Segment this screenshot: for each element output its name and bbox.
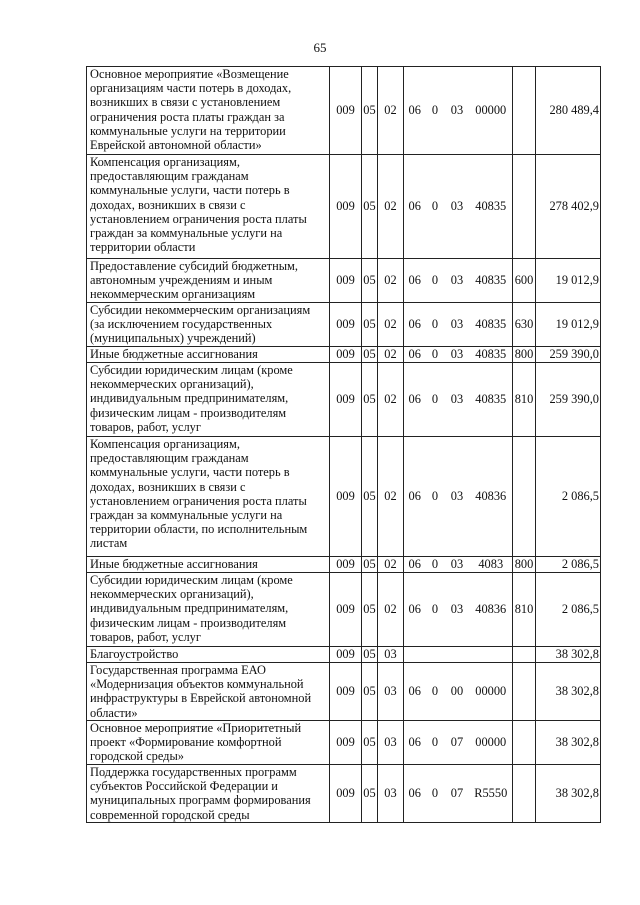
code-ministry: 009: [330, 363, 362, 437]
code-subprogram: 0: [426, 557, 445, 573]
code-expense-type: [513, 721, 536, 765]
code-event: [445, 647, 470, 663]
amount: 38 302,8: [536, 721, 601, 765]
code-ministry: 009: [330, 347, 362, 363]
code-direction: R5550: [470, 765, 513, 823]
code-section: 05: [362, 155, 378, 259]
code-ministry: 009: [330, 259, 362, 303]
code-subprogram: [426, 647, 445, 663]
amount: 2 086,5: [536, 573, 601, 647]
code-program: 06: [404, 259, 426, 303]
code-program: [404, 647, 426, 663]
code-event: 00: [445, 663, 470, 721]
code-event: 07: [445, 721, 470, 765]
amount: 259 390,0: [536, 347, 601, 363]
code-program: 06: [404, 765, 426, 823]
code-direction: 40835: [470, 155, 513, 259]
code-event: 03: [445, 557, 470, 573]
code-subprogram: 0: [426, 437, 445, 557]
row-name: Иные бюджетные ассигнования: [87, 347, 330, 363]
code-event: 03: [445, 437, 470, 557]
code-expense-type: 800: [513, 557, 536, 573]
code-direction: 00000: [470, 67, 513, 155]
table-row: [87, 437, 601, 557]
code-subprogram: 0: [426, 363, 445, 437]
code-subprogram: 0: [426, 67, 445, 155]
code-expense-type: [513, 437, 536, 557]
row-name: Основное мероприятие «Приоритетный проект «Формирование комфортной городской среды»: [87, 721, 330, 765]
amount: 19 012,9: [536, 303, 601, 347]
amount: 2 086,5: [536, 437, 601, 557]
code-ministry: 009: [330, 721, 362, 765]
code-section: 05: [362, 363, 378, 437]
code-event: 03: [445, 573, 470, 647]
code-expense-type: [513, 67, 536, 155]
amount: 38 302,8: [536, 647, 601, 663]
code-section: 05: [363, 347, 376, 362]
code-event: 07: [445, 765, 470, 823]
code-event: 03: [445, 363, 470, 437]
page-number: 65: [313, 40, 327, 55]
code-expense-type: [513, 663, 536, 721]
code-expense-type: [513, 647, 536, 663]
code-subsection: 02: [378, 437, 404, 557]
code-section: 05: [362, 437, 378, 557]
code-direction: 00000: [470, 663, 513, 721]
code-section: 05: [362, 765, 378, 823]
code-expense-type: [513, 155, 536, 259]
code-program: 06: [404, 437, 426, 557]
code-ministry: 009: [330, 437, 362, 557]
code-subsection: 02: [378, 67, 404, 155]
code-subsection: 03: [378, 647, 404, 663]
code-subprogram: 0: [426, 155, 445, 259]
code-subsection: 02: [378, 363, 404, 437]
row-name: Субсидии юридическим лицам (кроме некоммерческих организаций), индивидуальным предпринимателям, физическим лицам - производителям товаров, работ, услуг: [87, 573, 330, 647]
code-direction: [470, 647, 513, 663]
code-event: 03: [445, 155, 470, 259]
code-program: 06: [404, 303, 426, 347]
table-row: [87, 663, 601, 721]
code-subsection: 03: [378, 663, 404, 721]
code-subsection: 02: [378, 155, 404, 259]
row-name: Компенсация организациям, предоставляющим гражданам коммунальные услуги, части потерь в доходах, возникших в связи с установлением ограничения роста платы граждан за коммунальные услуги на территории области, по исполнительным листам: [87, 437, 330, 557]
table-row: [87, 721, 601, 765]
code-ministry: 009: [330, 573, 362, 647]
code-program: 06: [404, 363, 426, 437]
amount: 38 302,8: [536, 765, 601, 823]
code-subsection: 02: [378, 259, 404, 303]
row-name: Субсидии юридическим лицам (кроме некоммерческих организаций), индивидуальным предпринимателям, физическим лицам - производителям товаров, работ, услуг: [87, 363, 330, 437]
amount: 38 302,8: [536, 663, 601, 721]
row-name: Компенсация организациям, предоставляющим гражданам коммунальные услуги, части потерь в доходах, возникших в связи с установлением ограничения роста платы граждан за коммунальные услуги на территории области: [87, 155, 330, 259]
code-section: 05: [362, 67, 378, 155]
code-expense-type: 800: [513, 347, 536, 363]
amount: 278 402,9: [536, 155, 601, 259]
row-name: Субсидии некоммерческим организациям (за исключением государственных (муниципальных) учреждений): [87, 303, 330, 347]
code-event: 03: [445, 67, 470, 155]
row-name: Иные бюджетные ассигнования: [87, 557, 330, 573]
row-name: Благоустройство: [87, 647, 330, 663]
code-program: 06: [404, 67, 426, 155]
amount: 259 390,0: [536, 363, 601, 437]
code-subprogram: 0: [426, 663, 445, 721]
code-direction: 40835: [470, 259, 513, 303]
code-section: 05: [363, 647, 376, 662]
code-direction: 40836: [470, 437, 513, 557]
code-section: 05: [362, 259, 378, 303]
code-subprogram: 0: [426, 573, 445, 647]
code-subprogram: 0: [426, 259, 445, 303]
code-ministry: 009: [330, 557, 362, 573]
code-subprogram: 0: [426, 721, 445, 765]
amount: 280 489,4: [536, 67, 601, 155]
code-subsection: 02: [378, 557, 404, 573]
code-section: 05: [363, 557, 376, 572]
table-row: [87, 67, 601, 155]
table-row: [87, 647, 601, 663]
amount: 19 012,9: [536, 259, 601, 303]
row-name: Предоставление субсидий бюджетным, автономным учреждениям и иным некоммерческим организациям: [87, 259, 330, 303]
code-subsection: 02: [378, 347, 404, 363]
code-program: 06: [404, 663, 426, 721]
code-event: 03: [445, 347, 470, 363]
code-subsection: 03: [378, 721, 404, 765]
code-subsection: 03: [378, 765, 404, 823]
code-program: 06: [404, 347, 426, 363]
code-ministry: 009: [330, 765, 362, 823]
code-program: 06: [404, 573, 426, 647]
table-row: [87, 347, 601, 363]
code-ministry: 009: [330, 303, 362, 347]
code-program: 06: [404, 557, 426, 573]
code-program: 06: [404, 155, 426, 259]
table-row: [87, 573, 601, 647]
code-expense-type: 630: [513, 303, 536, 347]
code-ministry: 009: [330, 663, 362, 721]
row-name: Поддержка государственных программ субъектов Российской Федерации и муниципальных программ формирования современной городской среды: [87, 765, 330, 823]
code-direction: 40835: [470, 347, 513, 363]
code-expense-type: 600: [513, 259, 536, 303]
code-subsection: 02: [378, 573, 404, 647]
code-direction: 40836: [470, 573, 513, 647]
code-section: 05: [362, 721, 378, 765]
budget-table: [86, 66, 601, 823]
row-name: Государственная программа ЕАО «Модернизация объектов коммунальной инфраструктуры в Еврейской автономной области»: [87, 663, 330, 721]
table-row: [87, 363, 601, 437]
code-ministry: 009: [330, 155, 362, 259]
code-event: 03: [445, 303, 470, 347]
table-row: [87, 557, 601, 573]
code-expense-type: 810: [513, 363, 536, 437]
code-expense-type: 810: [513, 573, 536, 647]
code-ministry: 009: [330, 67, 362, 155]
row-name: Основное мероприятие «Возмещение организациям части потерь в доходах, возникших в связи с установлением ограничения роста платы граждан за коммунальные услуги на территории Еврейской автономной области»: [87, 67, 330, 155]
code-section: 05: [362, 573, 378, 647]
table-row: [87, 155, 601, 259]
code-subprogram: 0: [426, 303, 445, 347]
code-subprogram: 0: [426, 765, 445, 823]
code-section: 05: [362, 303, 378, 347]
code-direction: 4083: [470, 557, 513, 573]
code-expense-type: [513, 765, 536, 823]
code-direction: 40835: [470, 303, 513, 347]
table-row: [87, 765, 601, 823]
code-subprogram: 0: [426, 347, 445, 363]
code-direction: 00000: [470, 721, 513, 765]
code-program: 06: [404, 721, 426, 765]
code-event: 03: [445, 259, 470, 303]
table-row: [87, 259, 601, 303]
amount: 2 086,5: [536, 557, 601, 573]
code-direction: 40835: [470, 363, 513, 437]
code-ministry: 009: [330, 647, 362, 663]
code-section: 05: [362, 663, 378, 721]
table-row: [87, 303, 601, 347]
code-subsection: 02: [378, 303, 404, 347]
